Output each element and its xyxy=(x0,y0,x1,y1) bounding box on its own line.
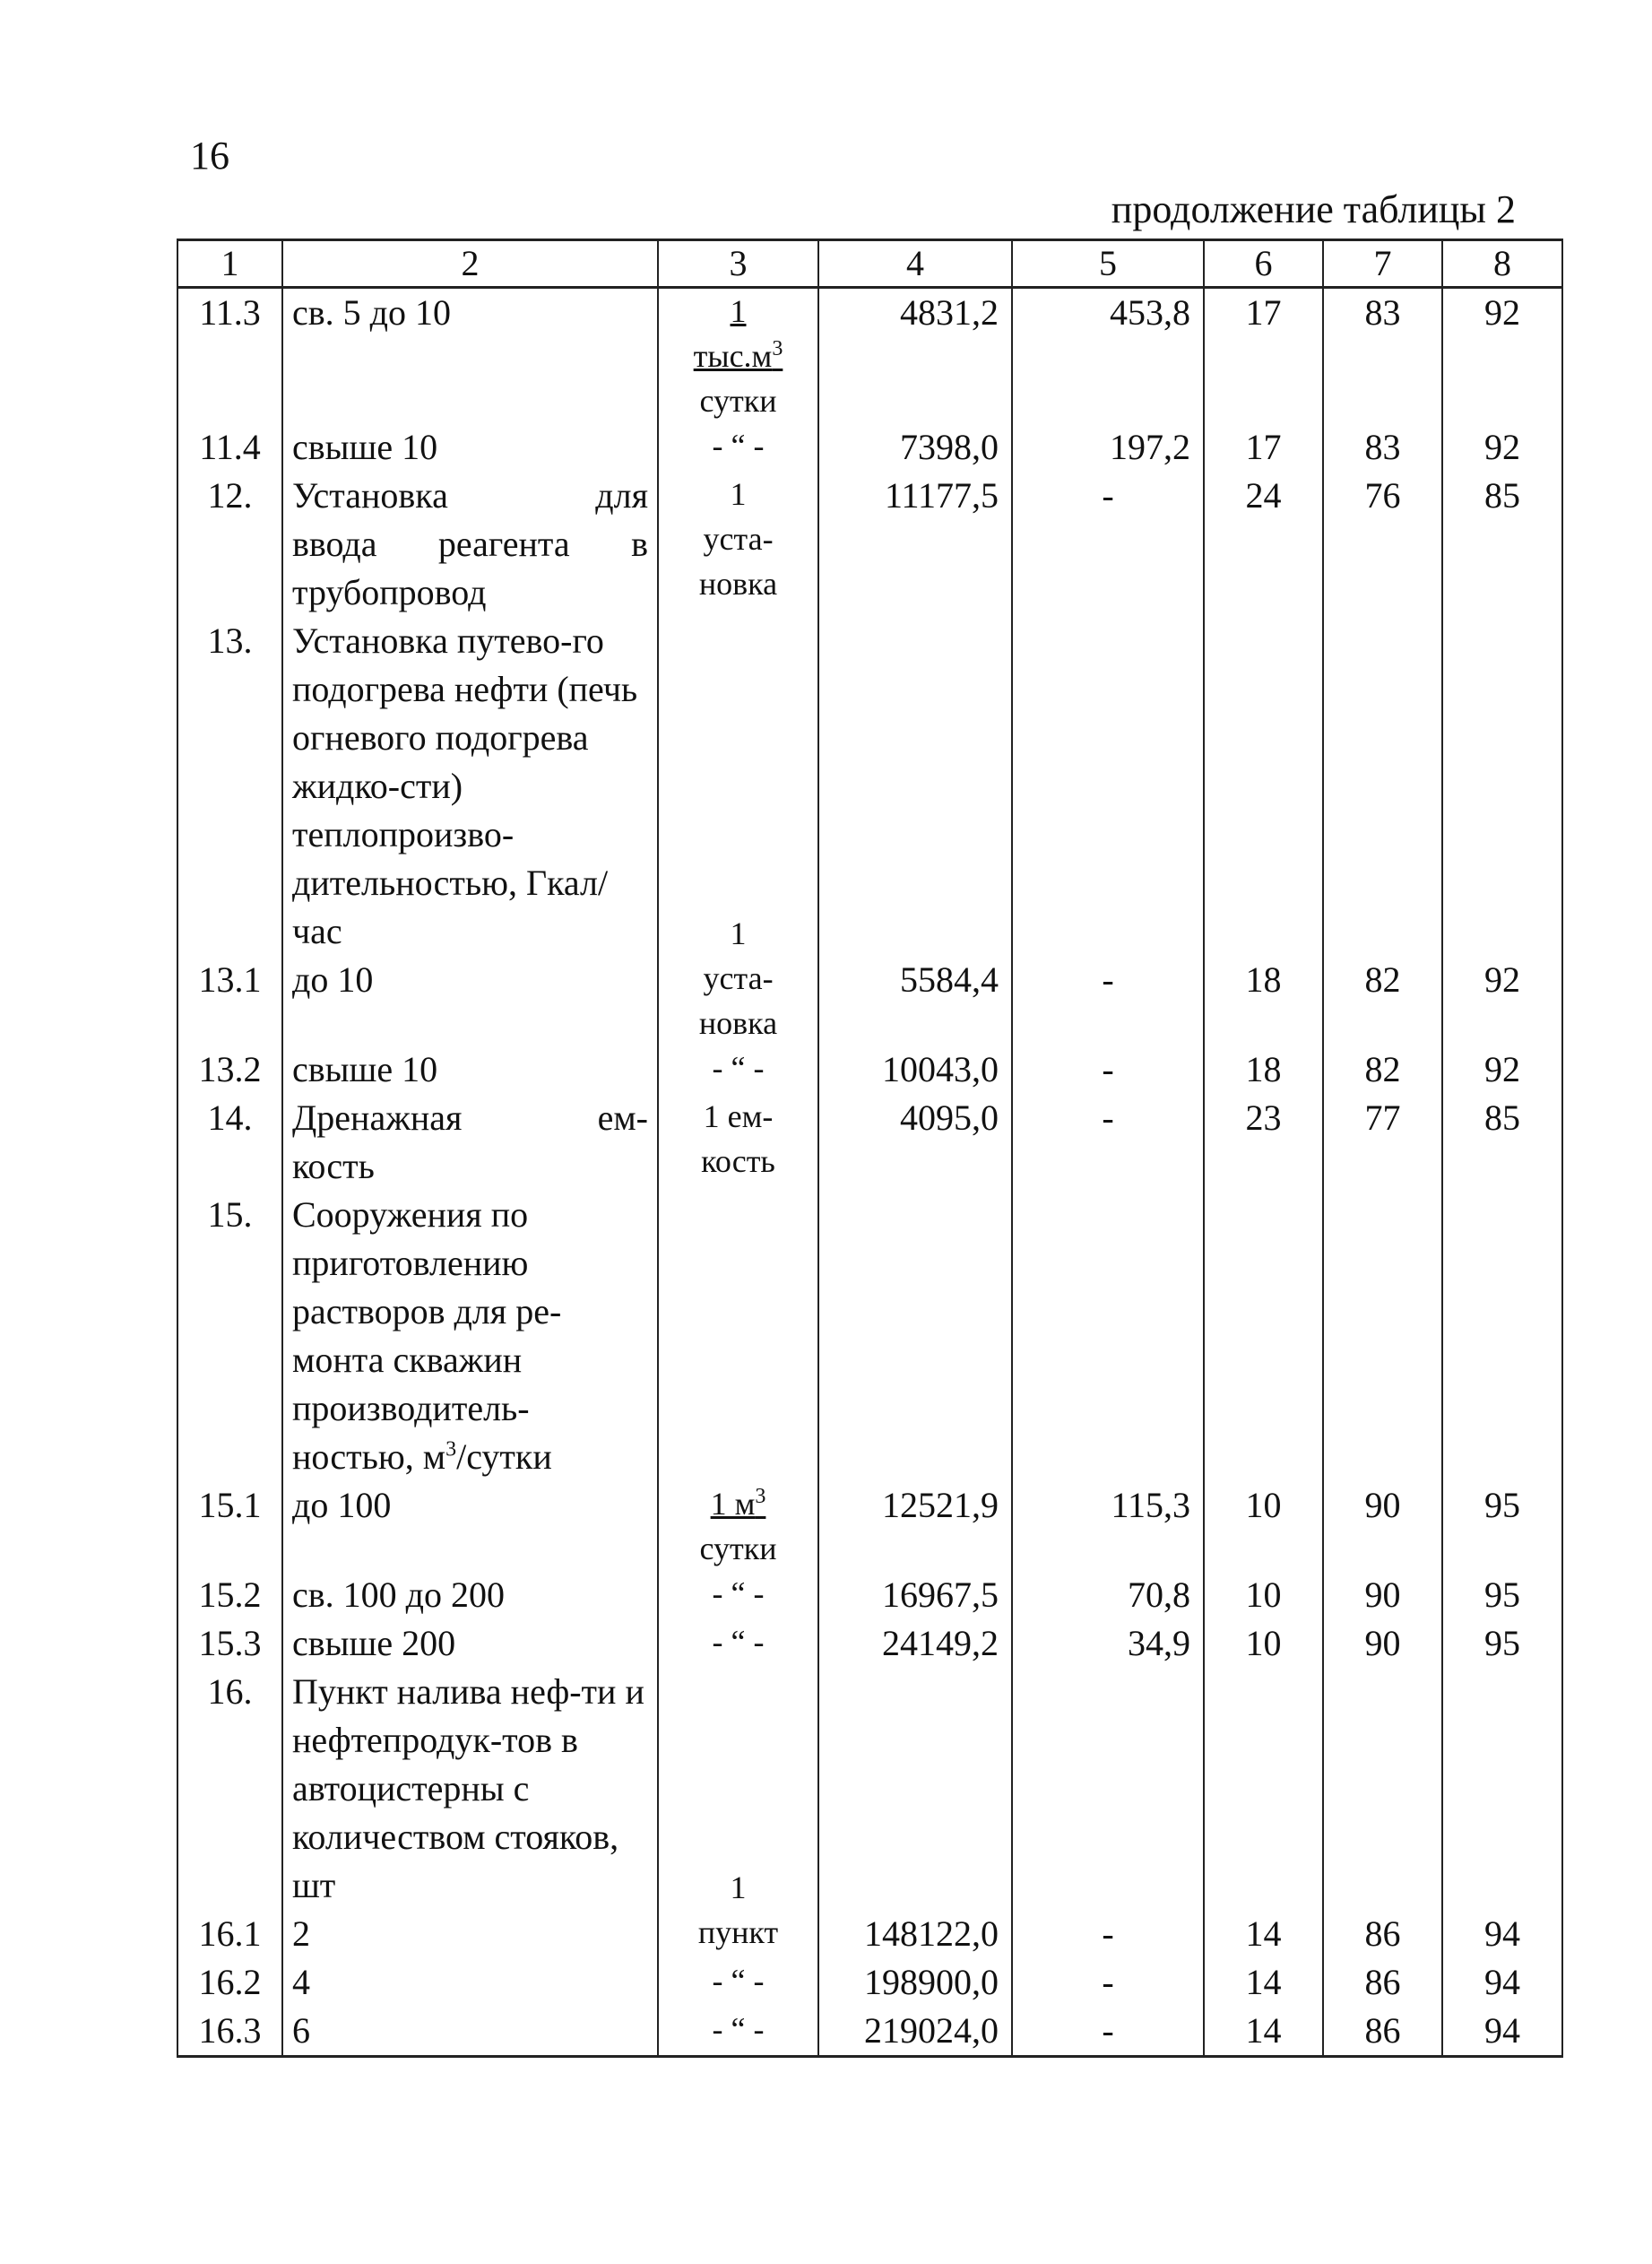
row-unit: - “ - xyxy=(658,423,818,472)
row-col5: - xyxy=(1012,472,1204,617)
unit-text: тыс.м xyxy=(693,338,773,374)
row-col4: 198900,0 xyxy=(818,1958,1012,2007)
column-header: 1 xyxy=(177,240,282,288)
unit-superscript: 3 xyxy=(772,337,783,360)
row-col4: 24149,2 xyxy=(818,1619,1012,1668)
row-col4: 148122,0 xyxy=(818,1910,1012,1958)
row-col5: - xyxy=(1012,956,1204,1045)
row-name: св. 100 до 200 xyxy=(282,1571,658,1619)
row-col5 xyxy=(1012,1191,1204,1481)
row-number: 15. xyxy=(177,1191,282,1481)
row-col4: 11177,5 xyxy=(818,472,1012,617)
row-number: 16.2 xyxy=(177,1958,282,2007)
table-row xyxy=(177,1045,1562,1094)
table-row xyxy=(177,1668,1562,1910)
row-col8 xyxy=(1442,1668,1562,1910)
table-row xyxy=(177,472,1562,617)
row-col7 xyxy=(1323,617,1442,956)
row-col7: 86 xyxy=(1323,2007,1442,2057)
row-unit xyxy=(658,288,818,424)
header-row xyxy=(177,240,1562,288)
row-col5 xyxy=(1012,617,1204,956)
row-col8: 85 xyxy=(1442,1094,1562,1191)
name-superscript: 3 xyxy=(445,1437,457,1462)
column-header: 5 xyxy=(1012,240,1204,288)
column-header: 7 xyxy=(1323,240,1442,288)
row-col4: 4095,0 xyxy=(818,1094,1012,1191)
unit-line xyxy=(668,1481,809,1526)
row-unit: - “ - xyxy=(658,2007,818,2057)
unit-line: 1 ем- xyxy=(703,1098,774,1134)
row-number: 15.3 xyxy=(177,1619,282,1668)
table-row xyxy=(177,1910,1562,1958)
row-unit: 1 xyxy=(658,617,818,956)
column-header: 4 xyxy=(818,240,1012,288)
row-number: 13.1 xyxy=(177,956,282,1045)
row-col5: - xyxy=(1012,1958,1204,2007)
row-unit: - “ - xyxy=(658,1958,818,2007)
table-row xyxy=(177,956,1562,1045)
row-col8: 92 xyxy=(1442,956,1562,1045)
table-row xyxy=(177,617,1562,956)
column-header: 2 xyxy=(282,240,658,288)
row-col7: 86 xyxy=(1323,1958,1442,2007)
row-name: свыше 200 xyxy=(282,1619,658,1668)
unit-superscript: 3 xyxy=(755,1485,766,1508)
row-col4: 12521,9 xyxy=(818,1481,1012,1571)
row-unit xyxy=(658,1094,818,1191)
row-name: св. 5 до 10 xyxy=(282,288,658,424)
row-col7: 90 xyxy=(1323,1571,1442,1619)
row-unit xyxy=(658,1191,818,1481)
unit-line: 1 xyxy=(730,476,747,512)
row-col4: 219024,0 xyxy=(818,2007,1012,2057)
continuation-title: продолжение таблицы 2 xyxy=(1111,187,1516,231)
name-line: Установка для xyxy=(292,475,648,516)
row-col5: - xyxy=(1012,1045,1204,1094)
table-row xyxy=(177,1958,1562,2007)
unit-line: уста- xyxy=(703,521,774,557)
row-col4 xyxy=(818,1191,1012,1481)
row-unit xyxy=(658,956,818,1045)
column-header: 3 xyxy=(658,240,818,288)
column-header: 6 xyxy=(1204,240,1323,288)
row-col7: 76 xyxy=(1323,472,1442,617)
row-col8: 85 xyxy=(1442,472,1562,617)
row-unit: - “ - xyxy=(658,1045,818,1094)
row-col5: - xyxy=(1012,1910,1204,1958)
row-col6: 10 xyxy=(1204,1481,1323,1571)
row-col8: 92 xyxy=(1442,423,1562,472)
table-row xyxy=(177,1191,1562,1481)
row-col5 xyxy=(1012,1668,1204,1910)
row-col6: 14 xyxy=(1204,2007,1323,2057)
row-number: 15.1 xyxy=(177,1481,282,1571)
table-row xyxy=(177,1619,1562,1668)
unit-line: новка xyxy=(698,566,778,602)
row-col4 xyxy=(818,617,1012,956)
row-number: 16.1 xyxy=(177,1910,282,1958)
row-col6: 14 xyxy=(1204,1910,1323,1958)
row-name: свыше 10 xyxy=(282,423,658,472)
row-col6: 10 xyxy=(1204,1619,1323,1668)
row-col8: 92 xyxy=(1442,1045,1562,1094)
row-name: Пункт налива неф-ти и нефтепродук-тов в автоцистерны с количеством стояков, шт xyxy=(282,1668,658,1910)
row-col6: 14 xyxy=(1204,1958,1323,2007)
row-col5: - xyxy=(1012,1094,1204,1191)
row-name: до 10 xyxy=(282,956,658,1045)
unit-line: новка xyxy=(698,1005,778,1041)
row-unit: - “ - xyxy=(658,1619,818,1668)
row-col4: 5584,4 xyxy=(818,956,1012,1045)
row-name: 6 xyxy=(282,2007,658,2057)
row-col8: 95 xyxy=(1442,1619,1562,1668)
row-name xyxy=(282,1094,658,1191)
row-col6: 18 xyxy=(1204,956,1323,1045)
row-col7: 82 xyxy=(1323,956,1442,1045)
row-number: 15.2 xyxy=(177,1571,282,1619)
table-row xyxy=(177,288,1562,424)
row-col6: 17 xyxy=(1204,423,1323,472)
row-col5: 453,8 xyxy=(1012,288,1204,424)
table-2-continuation xyxy=(177,239,1561,2058)
row-col7 xyxy=(1323,1668,1442,1910)
row-name: 4 xyxy=(282,1958,658,2007)
row-name: свыше 10 xyxy=(282,1045,658,1094)
row-number: 12. xyxy=(177,472,282,617)
page-number: 16 xyxy=(190,134,229,178)
name-text: Сооружения по приготовлению растворов для ре-монта скважин производитель-ностью, м xyxy=(292,1194,562,1477)
row-col4: 4831,2 xyxy=(818,288,1012,424)
row-col7: 90 xyxy=(1323,1619,1442,1668)
row-col8: 92 xyxy=(1442,288,1562,424)
row-unit: пункт xyxy=(658,1910,818,1958)
row-name xyxy=(282,1191,658,1481)
row-col5: 34,9 xyxy=(1012,1619,1204,1668)
row-name: Установка путево-го подогрева нефти (печь огневого подогрева жидко-сти) теплопроизво-дительностью, Гкал/час xyxy=(282,617,658,956)
row-col6: 10 xyxy=(1204,1571,1323,1619)
name-line: кость xyxy=(292,1146,375,1186)
row-col5: 115,3 xyxy=(1012,1481,1204,1571)
row-number: 11.3 xyxy=(177,288,282,424)
row-name: 2 xyxy=(282,1910,658,1958)
row-col6: 18 xyxy=(1204,1045,1323,1094)
table-row xyxy=(177,1481,1562,1571)
row-col4 xyxy=(818,1668,1012,1910)
row-unit: - “ - xyxy=(658,1571,818,1619)
row-unit xyxy=(658,1481,818,1571)
row-col7: 83 xyxy=(1323,288,1442,424)
row-col7: 90 xyxy=(1323,1481,1442,1571)
row-unit xyxy=(658,472,818,617)
unit-line: сутки xyxy=(699,383,777,419)
table-row xyxy=(177,423,1562,472)
row-col8: 95 xyxy=(1442,1571,1562,1619)
row-number: 16. xyxy=(177,1668,282,1910)
row-number: 14. xyxy=(177,1094,282,1191)
row-col5: 70,8 xyxy=(1012,1571,1204,1619)
row-name xyxy=(282,472,658,617)
unit-line: сутки xyxy=(699,1531,777,1566)
row-col7: 82 xyxy=(1323,1045,1442,1094)
row-col7: 86 xyxy=(1323,1910,1442,1958)
row-col7 xyxy=(1323,1191,1442,1481)
row-col5: 197,2 xyxy=(1012,423,1204,472)
table-row xyxy=(177,1571,1562,1619)
unit-text: 1 м xyxy=(710,1486,756,1522)
row-col8 xyxy=(1442,617,1562,956)
unit-line xyxy=(668,334,809,378)
row-number: 11.4 xyxy=(177,423,282,472)
row-number: 13. xyxy=(177,617,282,956)
row-col6 xyxy=(1204,617,1323,956)
data-table xyxy=(177,239,1563,2058)
row-col6 xyxy=(1204,1191,1323,1481)
name-line: трубопровод xyxy=(292,572,487,612)
row-col4: 16967,5 xyxy=(818,1571,1012,1619)
row-unit: 1 xyxy=(658,1668,818,1910)
row-col6 xyxy=(1204,1668,1323,1910)
row-col6: 23 xyxy=(1204,1094,1323,1191)
table-row xyxy=(177,2007,1562,2057)
row-col8 xyxy=(1442,1191,1562,1481)
row-col4: 7398,0 xyxy=(818,423,1012,472)
row-col7: 83 xyxy=(1323,423,1442,472)
row-col7: 77 xyxy=(1323,1094,1442,1191)
name-line: Дренажная ем- xyxy=(292,1097,648,1138)
row-col4: 10043,0 xyxy=(818,1045,1012,1094)
table-row xyxy=(177,1094,1562,1191)
row-name: до 100 xyxy=(282,1481,658,1571)
row-col6: 24 xyxy=(1204,472,1323,617)
row-col8: 94 xyxy=(1442,2007,1562,2057)
name-line: ввода реагента в xyxy=(292,524,648,564)
row-number: 16.3 xyxy=(177,2007,282,2057)
row-col8: 95 xyxy=(1442,1481,1562,1571)
name-text: /сутки xyxy=(456,1436,552,1477)
unit-line: кость xyxy=(701,1143,775,1179)
row-number: 13.2 xyxy=(177,1045,282,1094)
row-col5: - xyxy=(1012,2007,1204,2057)
row-col8: 94 xyxy=(1442,1958,1562,2007)
unit-line: 1 xyxy=(730,293,747,329)
column-header: 8 xyxy=(1442,240,1562,288)
row-col8: 94 xyxy=(1442,1910,1562,1958)
unit-line: уста- xyxy=(703,960,774,996)
row-col6: 17 xyxy=(1204,288,1323,424)
